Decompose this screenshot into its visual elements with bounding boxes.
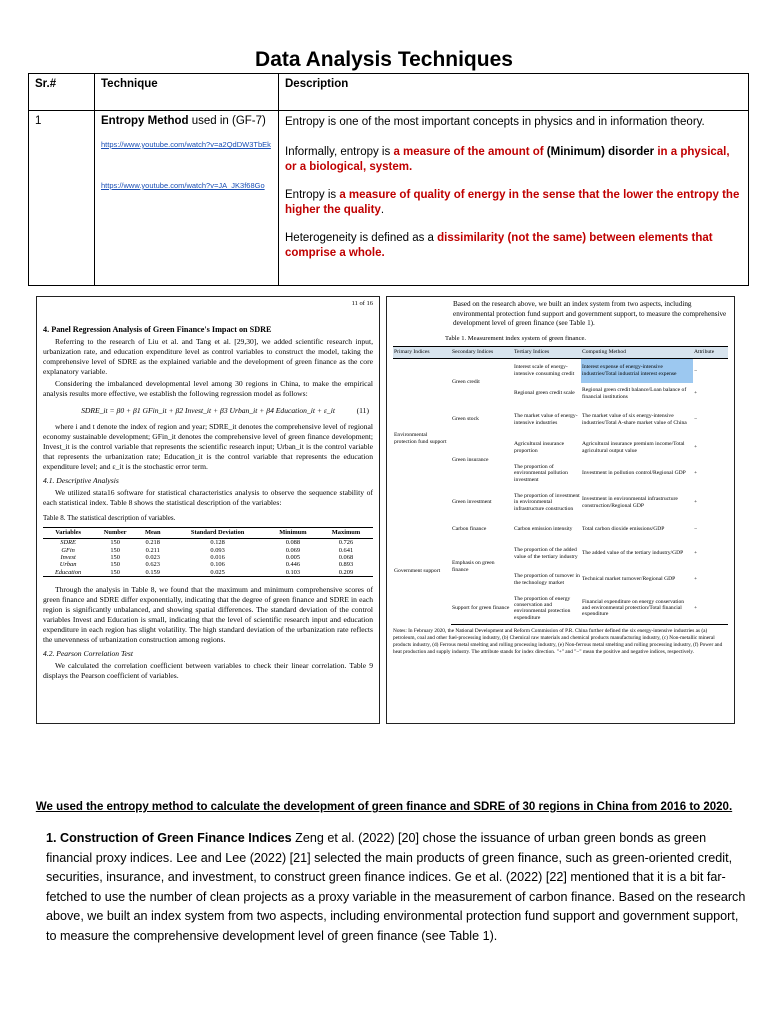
paragraph: Considering the imbalanced developmental level among 30 regions in China, to make the empirical analysis results more effective, we establish the following regression model as follows: xyxy=(43,379,373,399)
summary-heading: We used the entropy method to calculate the development of green finance and SDRE of 30 regions in China from 2016 to 2020. xyxy=(35,801,733,813)
regression-equation: SDRE_it = β0 + β1 GFin_it + β2 Invest_it + β3 Urban_it + β4 Education_it + ε_it (11) xyxy=(81,405,369,415)
paragraph: Through the analysis in Table 8, we found that the maximum and minimum comprehensive scores of green finance and SDRE differ exponentially, indicating that the degree of green finance and SDRE in each region is significantly unbalanced, and showing spatial differences. The standard deviation of the control variables Invest and Education is small, indicating that the level of scientific research input and education expenditure in each region has slight volatility. The high standard deviation of the urbanization rate reflects the unevenness of urbanization construction among regions. xyxy=(43,585,373,645)
paragraph: Referring to the research of Liu et al. and Tang et al. [29,30], we added scientific research input, urbanization rate, and education expenditure level as control variables to construct the model, taking the comprehensive level of SDRE as the explained variable and the development of green finance as the core explanatory variable. xyxy=(43,337,373,377)
index-header-row: Primary Indices Secondary Indices Tertiary Indices Computing Method Attribute xyxy=(393,347,728,359)
intro-paragraph: Based on the research above, we built an index system from two aspects, including environmental protection fund support and government support, to measure the comprehensive development level of green finance (see Table 1). xyxy=(453,300,727,328)
page-title: Data Analysis Techniques xyxy=(255,48,513,71)
paragraph: where i and t denote the index of region and year; SDRE_it denotes the comprehensive level of regional economy sustainable development; GFin_it denotes the comprehensive level of green finance development; Invest_it is the control variable that represents the scientific research input; Urban_it is the control variable that represents the urbanization rate; Education_it is the control variable that represents the education expenditure level; and ε_it is the stochastic error term. xyxy=(43,421,373,471)
table-row: Green insurance Agricultural insurance proportion Agricultural insurance premium income/Total agricultural output value + xyxy=(452,441,698,464)
primary-index-env: Environmental protection fund support xyxy=(394,432,447,445)
youtube-link-1[interactable]: https://www.youtube.com/watch?v=a2QdDW3TbEk xyxy=(101,140,271,149)
table-caption: Table 8. The statistical description of variables. xyxy=(43,513,176,522)
desc-entropy-informal: Informally, entropy is a measure of the amount of (Minimum) disorder in a physical, or a biological, system. xyxy=(285,145,730,174)
page-number: 11 of 16 xyxy=(351,300,373,307)
table-row: Support for green finance The proportion of energy conservation and environmental protection expenditure Financial expenditure on energy conservation and environmental protection/Total financial expenditure + xyxy=(393,593,728,625)
highlighted-method: Interest expense of energy-intensive industries/Total industrial interest expense xyxy=(581,359,693,383)
table-row: GFin 150 0.211 0.093 0.069 0.641 xyxy=(61,546,354,554)
stat-table xyxy=(43,527,373,577)
table-row: SDRE 150 0.218 0.128 0.088 0.726 xyxy=(60,539,354,547)
equation-number: (11) xyxy=(356,405,369,415)
paper-excerpt-index-system xyxy=(386,296,735,724)
paper-excerpt-regression xyxy=(36,296,380,724)
technique-usage: used in (GF-7) xyxy=(188,115,266,127)
paragraph: We calculated the correlation coefficient between variables to check their linear correlation. Table 9 displays the Pearson coefficient of variables. xyxy=(43,661,373,681)
table-row: Government support Carbon finance Carbon emission intensity Total carbon dioxide emissions/GDP − xyxy=(393,519,728,541)
body-lead: 1. Construction of Green Finance Indices xyxy=(46,831,292,845)
header-description: Description xyxy=(279,74,749,111)
table-row: Environmental protection fund support Green credit Interest scale of energy-intensive consuming credit Interest expense of energy-intensive industries/Total industrial interest expense − xyxy=(393,359,728,383)
desc-entropy-quality: Entropy is a measure of quality of energy in the sense that the lower the entropy the higher the quality. xyxy=(285,188,740,217)
table-row: Green stock The market value of energy-intensive industries The market value of six energy-intensive industries/Total A-share market value of China − xyxy=(452,413,698,426)
table-row: Regional green credit scale Regional green credit balance/Loan balance of financial institutions + xyxy=(514,387,698,400)
row-sr: 1 xyxy=(29,111,95,286)
table-row: Emphasis on green finance The proportion of the added value of the tertiary industry The added value of the tertiary industry/GDP + xyxy=(452,547,698,573)
primary-index-gov: Government support xyxy=(394,568,441,575)
row-description xyxy=(279,111,749,286)
header-technique: Technique xyxy=(95,74,279,111)
table-row xyxy=(29,111,749,286)
index-system-table xyxy=(393,346,728,625)
table-notes: Notes: In February 2020, the National Development and Reform Commission of P.R. China further defined the six energy-intensive industries as (a) petroleum, coal and other fuel-processing industry, (b) Chemical raw materials and chemical products manufacturing industry, (c) Non-metallic mineral products industry, (d) Ferrous metal smelting and rolling processing industry, (e) Non-ferrous metal smelting and rolling processing industry, (f) Power and heat production and supply industry. The attribute stands for index direction. "+" and "−" mean the positive and negative indices, respectively. xyxy=(393,628,723,655)
stat-header-row: Variables Number Mean Standard Deviation Minimum Maximum xyxy=(43,527,373,538)
subsection-heading: 4.1. Descriptive Analysis xyxy=(43,475,119,485)
youtube-link-2[interactable]: https://www.youtube.com/watch?v=JA_JK3f68Go xyxy=(101,181,265,190)
paragraph: We utilized stata16 software for statistical characteristics analysis to observe the sequence stability of each statistical index. Table 8 shows the statistical description of the variables: xyxy=(43,487,373,507)
table-caption: Table 1. Measurement index system of green finance. xyxy=(445,335,587,343)
desc-entropy-concept: Entropy is one of the most important concepts in physics and in information theory. xyxy=(285,116,705,128)
body-paragraph xyxy=(46,829,746,946)
table-row: Urban 150 0.623 0.106 0.446 0.893 xyxy=(59,561,354,569)
table-row: Education 150 0.159 0.025 0.103 0.209 xyxy=(43,569,373,577)
row-technique xyxy=(95,111,279,286)
header-sr: Sr.# xyxy=(29,74,95,111)
technique-name: Entropy Method xyxy=(101,115,189,127)
table-header-row xyxy=(29,74,749,111)
table-row: Green investment The proportion of investment in environmental infrastructure construction Investment in environmental infrastructure construction/Regional GDP + xyxy=(452,492,698,512)
table-row: The proportion of environmental pollution investment Investment in pollution control/Regional GDP + xyxy=(514,463,698,483)
body-text: Zeng et al. (2022) [20] chose the issuance of urban green bonds as green financial proxy indices. Lee and Lee (2022) [21] selected the main products of green finance, such as green-oriented credit, securities, insurance, and investment, to construct green finance indices. Ge et al. (2022) [22] mentioned that it is a bit far-fetched to use the number of clean projects as a proxy variable in the measurement of carbon finance. Based on the research above, we built an index system from two aspects, including environmental protection fund support and government support, to measure the comprehensive development level of green finance (see Table 1). xyxy=(46,831,746,943)
techniques-table xyxy=(28,73,749,286)
desc-heterogeneity: Heterogeneity is defined as a dissimilarity (not the same) between elements that comprise a whole. xyxy=(285,231,713,260)
section-heading: 4. Panel Regression Analysis of Green Finance's Impact on SDRE xyxy=(43,324,272,334)
subsection-heading: 4.2. Pearson Correlation Test xyxy=(43,649,133,659)
table-row: Invest 150 0.023 0.016 0.005 0.068 xyxy=(60,554,354,562)
table-row: The proportion of turnover in the technology market Technical market turnover/Regional GDP + xyxy=(514,573,698,586)
